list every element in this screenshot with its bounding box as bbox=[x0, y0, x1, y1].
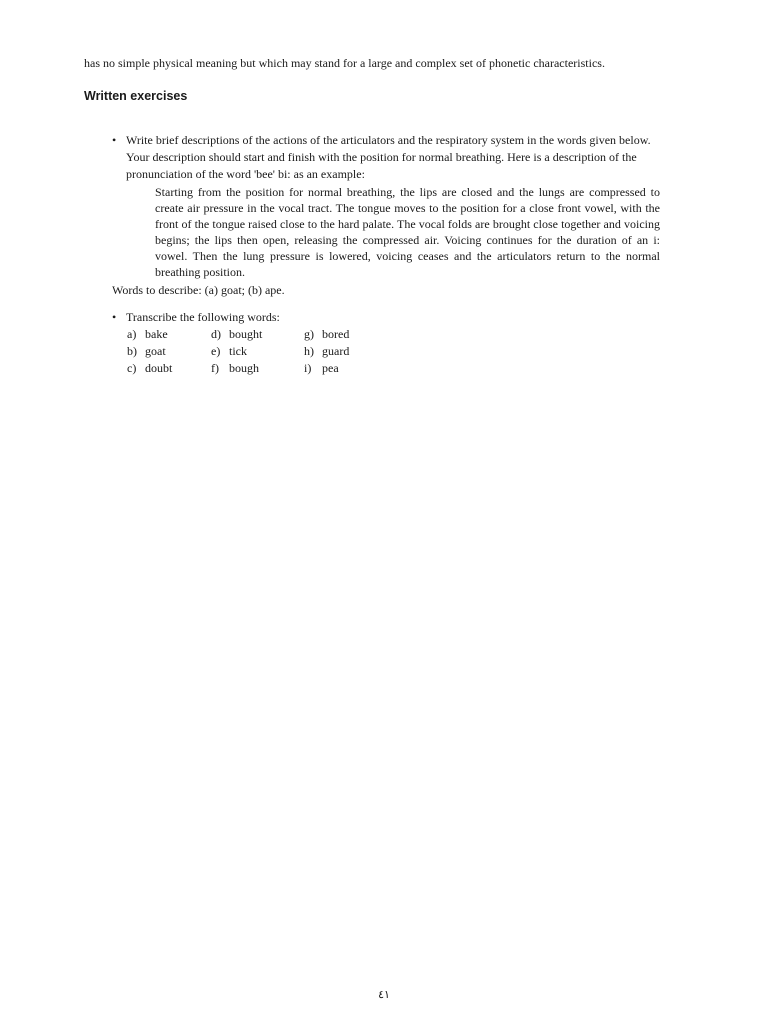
item-letter: i) bbox=[304, 361, 312, 375]
item-word: bored bbox=[322, 327, 350, 341]
page-number: ٤١ bbox=[378, 989, 390, 1001]
item-word: pea bbox=[322, 361, 339, 375]
item-word: goat bbox=[145, 344, 166, 358]
item-letter: f) bbox=[211, 361, 219, 375]
list-item bbox=[127, 326, 211, 342]
word-list bbox=[127, 326, 384, 376]
list-item bbox=[211, 343, 304, 359]
item-letter: a) bbox=[127, 327, 137, 341]
item-word: doubt bbox=[145, 361, 173, 375]
exercise-2-instructions: Transcribe the following words: bbox=[126, 310, 280, 324]
item-letter: d) bbox=[211, 327, 221, 341]
item-letter: h) bbox=[304, 344, 314, 358]
bullet-icon: • bbox=[112, 133, 117, 147]
list-item bbox=[211, 326, 304, 342]
list-item bbox=[211, 360, 304, 376]
example-paragraph: Starting from the position for normal breathing, the lips are closed and the lungs are compressed to create air pressure in the vocal tract. The tongue moves to the position for a close front vowel, with the front of the tongue raised close to the hard palate. The vocal folds are brought close together and voicing begins; the lips then open, releasing the compressed air. Voicing continues for the duration of an i: vowel. Then the lung pressure is lowered, voicing ceases and the articulators return to the normal breathing position. bbox=[155, 185, 660, 279]
item-word: tick bbox=[229, 344, 247, 358]
list-item bbox=[304, 343, 384, 359]
item-letter: e) bbox=[211, 344, 221, 358]
list-item bbox=[127, 343, 211, 359]
item-word: guard bbox=[322, 344, 350, 358]
exercise-2 bbox=[112, 310, 512, 325]
item-letter: c) bbox=[127, 361, 137, 375]
list-item bbox=[127, 360, 211, 376]
words-to-describe: Words to describe: (a) goat; (b) ape. bbox=[112, 283, 285, 297]
list-item bbox=[304, 326, 384, 342]
item-word: bought bbox=[229, 327, 263, 341]
intro-paragraph: has no simple physical meaning but which may stand for a large and complex set of phonetic characteristics. bbox=[84, 56, 605, 70]
item-letter: g) bbox=[304, 327, 314, 341]
exercise-1-instructions: Write brief descriptions of the actions of the articulators and the respiratory system in the words given below. Your description should start and finish with the position for normal breathing. Here is a description of the pronunciation of the word 'bee' bi: as an example: bbox=[126, 133, 651, 181]
bullet-icon: • bbox=[112, 310, 117, 324]
list-item bbox=[304, 360, 384, 376]
section-heading: Written exercises bbox=[84, 89, 188, 103]
exercise-1 bbox=[112, 132, 672, 183]
item-word: bough bbox=[229, 361, 259, 375]
item-word: bake bbox=[145, 327, 168, 341]
item-letter: b) bbox=[127, 344, 137, 358]
